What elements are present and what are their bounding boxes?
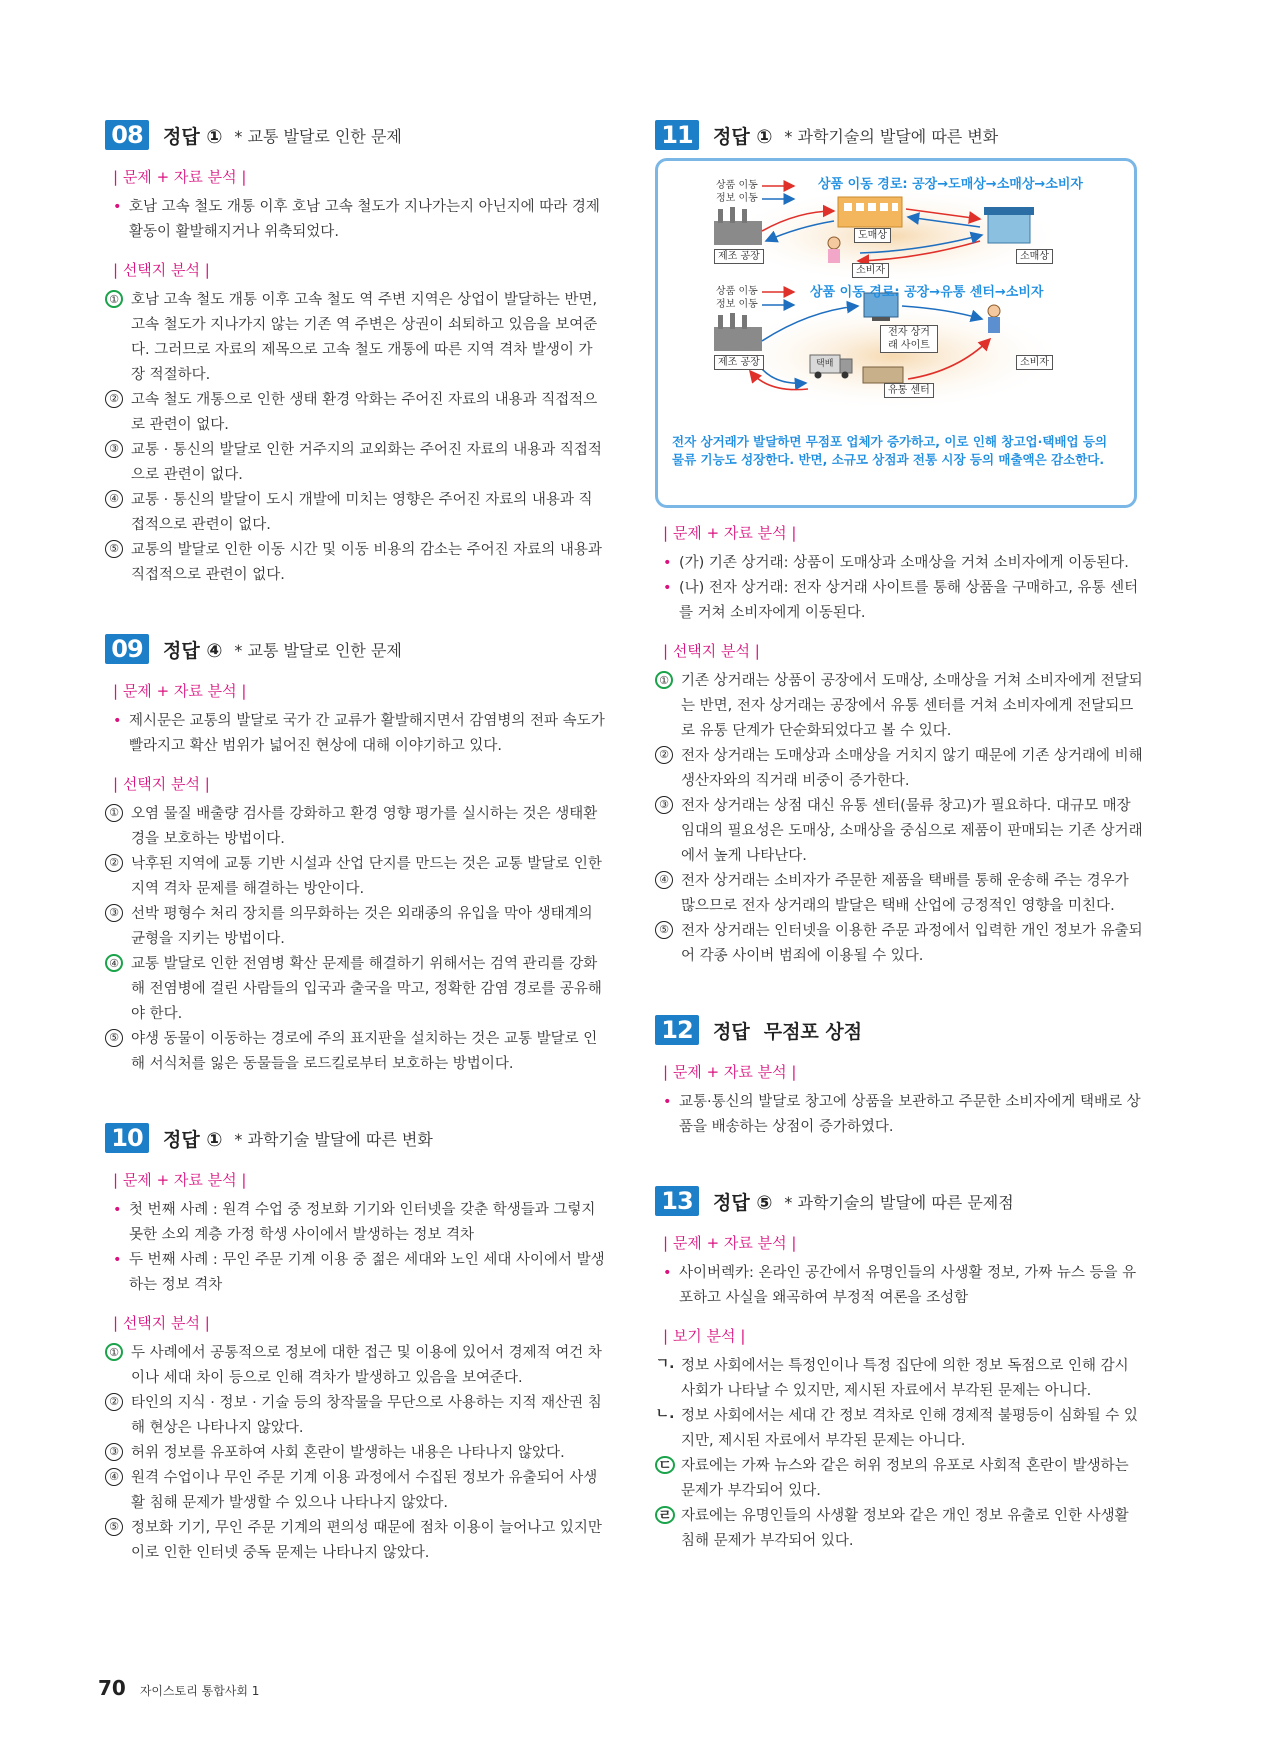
option <box>105 1391 605 1441</box>
book-title: 자이스토리 통합사회 1 <box>139 1684 260 1698</box>
bullet: • 제시문은 교통의 발달로 국가 간 교류가 활발해지면서 감염병의 전파 속도가 빨라지고 확산 범위가 넓어진 현상에 대해 이야기하고 있다. <box>109 709 605 759</box>
option-text: 정보 사회에서는 특정인이나 특정 집단에 의한 정보 독점으로 인해 감시 사회가 나타날 수 있지만, 제시된 자료에서 부각된 문제는 아니다. <box>681 1358 1129 1399</box>
commerce-diagram <box>655 158 1137 508</box>
consumer-label: 소비자 <box>852 263 889 278</box>
topic: * 과학기술의 발달에 따른 변화 <box>784 126 999 146</box>
option-text: 정보화 기기, 무인 주문 기계의 편의성 때문에 점차 이용이 늘어나고 있지만 이로 인한 인터넷 중독 문제는 나타나지 않았다. <box>131 1520 602 1561</box>
option-text: 교통 · 통신의 발달이 도시 개발에 미치는 영향은 주어진 자료의 내용과 직접적으로 관련이 없다. <box>131 492 593 533</box>
option-text: 타인의 지식 · 정보 · 기술 등의 창작물을 무단으로 사용하는 지적 재산권 침해 현상은 나타나지 않았다. <box>131 1395 602 1436</box>
option <box>655 1454 1145 1504</box>
option-mark: ② <box>105 854 123 872</box>
question-number: 11 <box>655 120 699 150</box>
answer-text: 무점포 상점 <box>763 1020 863 1043</box>
legend-goods: 상품 이동 <box>716 286 758 297</box>
section-heading: | 선택지 분석 | <box>113 261 210 279</box>
section-heading: | 선택지 분석 | <box>113 775 210 793</box>
option-mark: ③ <box>105 904 123 922</box>
bullet: • 사이버렉카: 온라인 공간에서 유명인들의 사생활 정보, 가짜 뉴스 등을 유포하고 사실을 왜곡하여 부정적 여론을 조성함 <box>659 1261 1145 1311</box>
option-text: 원격 수업이나 무인 주문 기계 이용 과정에서 수집된 정보가 유출되어 사생활 침해 문제가 발생할 수 있으나 나타나지 않았다. <box>131 1470 598 1511</box>
option <box>105 438 605 488</box>
option-mark: ⑤ <box>105 1029 123 1047</box>
question-number: 10 <box>105 1123 149 1153</box>
option-text: 교통 · 통신의 발달로 인한 거주지의 교외화는 주어진 자료의 내용과 직접적으로 관련이 없다. <box>131 442 602 483</box>
answer: 정답 <box>713 1020 750 1043</box>
legend-info: 정보 이동 <box>716 299 758 310</box>
question-11 <box>655 118 1145 969</box>
option-mark: ④ <box>105 490 123 508</box>
option <box>105 538 605 588</box>
option <box>105 388 605 438</box>
topic: * 과학기술의 발달에 따른 문제점 <box>784 1192 1014 1212</box>
left-column <box>105 118 605 1566</box>
option-mark: ① <box>105 804 123 822</box>
option-mark: ③ <box>655 796 673 814</box>
distribution-center-label: 유통 센터 <box>884 383 934 398</box>
option <box>655 669 1145 744</box>
option-mark: ㄴ. <box>655 1406 675 1422</box>
option <box>655 1354 1145 1404</box>
option <box>105 852 605 902</box>
option <box>105 488 605 538</box>
answer: 정답 ① <box>713 125 773 148</box>
option-text: 호남 고속 철도 개통 이후 고속 철도 역 주변 지역은 상업이 발달하는 반면, 고속 철도가 지나가지 않는 기존 역 주변은 상권이 쇠퇴하고 있음을 보여준다. 그러므로 자료의 제목으로 고속 철도 개통에 따른 지역 격차 발생이 가장 적절하다. <box>131 292 598 383</box>
option-mark: ① <box>105 1343 123 1361</box>
option-mark: ⑤ <box>105 540 123 558</box>
option-text: 선박 평형수 처리 장치를 의무화하는 것은 외래종의 유입을 막아 생태계의 균형을 지키는 방법이다. <box>131 906 593 947</box>
question-12 <box>655 1013 1145 1140</box>
option-text: 오염 물질 배출량 검사를 강화하고 환경 영향 평가를 실시하는 것은 생태환경을 보호하는 방법이다. <box>131 806 598 847</box>
option <box>105 1027 605 1077</box>
right-column <box>655 118 1145 1554</box>
option <box>105 902 605 952</box>
topic: * 교통 발달로 인한 문제 <box>234 640 402 660</box>
question-number: 08 <box>105 120 149 150</box>
answer: 정답 ④ <box>163 639 223 662</box>
option-text: 허위 정보를 유포하여 사회 혼란이 발생하는 내용은 나타나지 않았다. <box>131 1445 565 1461</box>
question-13 <box>655 1184 1145 1554</box>
bullet: • (나) 전자 상거래: 전자 상거래 사이트를 통해 상품을 구매하고, 유통 센터를 거쳐 소비자에게 이동된다. <box>659 576 1145 626</box>
option-mark: ④ <box>655 871 673 889</box>
option <box>105 802 605 852</box>
truck-label: 택배 <box>816 359 834 369</box>
answer: 정답 ① <box>163 1128 223 1151</box>
option-text: 자료에는 가짜 뉴스와 같은 허위 정보의 유포로 사회적 혼란이 발생하는 문제가 부각되어 있다. <box>681 1458 1129 1499</box>
section-heading: | 문제 + 자료 분석 | <box>663 524 797 542</box>
option-text: 교통의 발달로 인한 이동 시간 및 이동 비용의 감소는 주어진 자료의 내용과 직접적으로 관련이 없다. <box>131 542 602 583</box>
option-mark: ㄱ. <box>655 1356 675 1372</box>
option-mark: ⑤ <box>105 1518 123 1536</box>
section-heading: | 보기 분석 | <box>663 1327 746 1345</box>
section-heading: | 문제 + 자료 분석 | <box>113 1171 247 1189</box>
bullet: • (가) 기존 상거래: 상품이 도매상과 소매상을 거쳐 소비자에게 이동된다. <box>659 551 1145 576</box>
option-mark: ④ <box>105 954 123 972</box>
option-mark: ② <box>105 1393 123 1411</box>
question-08 <box>105 118 605 588</box>
diagram-note: 전자 상거래가 발달하면 무점포 업체가 증가하고, 이로 인해 창고업·택배업 등의 물류 기능도 성장한다. 반면, 소규모 상점과 전통 시장 등의 매출액은 감소한다. <box>672 434 1108 467</box>
bullet: • 두 번째 사례 : 무인 주문 기계 이용 중 젊은 세대와 노인 세대 사이에서 발생하는 정보 격차 <box>109 1248 605 1298</box>
option-mark: ③ <box>105 440 123 458</box>
section-heading: | 문제 + 자료 분석 | <box>113 168 247 186</box>
bullet: • 호남 고속 철도 개통 이후 호남 고속 철도가 지나가는지 아닌지에 따라 경제 활동이 활발해지거나 위축되었다. <box>109 195 605 245</box>
option-mark: ② <box>655 746 673 764</box>
option-text: 자료에는 유명인들의 사생활 정보와 같은 개인 정보 유출로 인한 사생활 침해 문제가 부각되어 있다. <box>681 1508 1129 1549</box>
wholesaler-label: 도매상 <box>854 228 891 243</box>
option-mark: ㄹ <box>655 1506 675 1524</box>
question-number: 09 <box>105 634 149 664</box>
question-number: 12 <box>655 1015 699 1045</box>
option <box>655 794 1145 869</box>
option-mark: ① <box>105 290 123 308</box>
option <box>105 952 605 1027</box>
consumer-label: 소비자 <box>1016 355 1053 370</box>
option-text: 낙후된 지역에 교통 기반 시설과 산업 단지를 만드는 것은 교통 발달로 인한 지역 격차 문제를 해결하는 방안이다. <box>131 856 602 897</box>
section-heading: | 문제 + 자료 분석 | <box>113 682 247 700</box>
option <box>655 1504 1145 1554</box>
option-text: 정보 사회에서는 세대 간 정보 격차로 인해 경제적 불평등이 심화될 수 있지만, 제시된 자료에서 부각된 문제는 아니다. <box>681 1408 1138 1449</box>
option-mark: ① <box>655 671 673 689</box>
ecommerce-site-label: 전자 상거래 사이트 <box>880 325 938 353</box>
option-text: 교통 발달로 인한 전염병 확산 문제를 해결하기 위해서는 검역 관리를 강화해 전염병에 걸린 사람들의 입국과 출국을 막고, 정확한 감염 경로를 공유해야 한다. <box>131 956 602 1022</box>
factory-label: 제조 공장 <box>714 355 764 370</box>
page-footer <box>98 1676 259 1700</box>
option-text: 전자 상거래는 상점 대신 유통 센터(물류 창고)가 필요하다. 대규모 매장 임대의 필요성은 도매상, 소매상을 중심으로 제품이 판매되는 기존 상거래에서 높게 나타난다. <box>681 798 1143 864</box>
section-heading: | 선택지 분석 | <box>663 642 760 660</box>
topic: * 교통 발달로 인한 문제 <box>234 126 402 146</box>
option <box>655 1404 1145 1454</box>
question-10 <box>105 1121 605 1566</box>
option-text: 야생 동물이 이동하는 경로에 주의 표지판을 설치하는 것은 교통 발달로 인해 서식처를 잃은 동물들을 로드킬로부터 보호하는 방법이다. <box>131 1031 598 1072</box>
route-title-ecommerce: 상품 이동 경로: 공장→유통 센터→소비자 <box>810 285 1044 300</box>
option-mark: ⑤ <box>655 921 673 939</box>
option-text: 기존 상거래는 상품이 공장에서 도매상, 소매상을 거쳐 소비자에게 전달되는 반면, 전자 상거래는 공장에서 유통 센터를 거쳐 소비자에게 전달되므로 유통 단계가 단순화되었다고 볼 수 있다. <box>681 673 1143 739</box>
question-09 <box>105 632 605 1077</box>
option-text: 고속 철도 개통으로 인한 생태 환경 악화는 주어진 자료의 내용과 직접적으로 관련이 없다. <box>131 392 598 433</box>
factory-label: 제조 공장 <box>714 249 764 264</box>
option-mark: ④ <box>105 1468 123 1486</box>
retailer-label: 소매상 <box>1016 249 1053 264</box>
legend-info: 정보 이동 <box>716 193 758 204</box>
option <box>655 744 1145 794</box>
section-heading: | 문제 + 자료 분석 | <box>663 1234 797 1252</box>
option-text: 전자 상거래는 인터넷을 이용한 주문 과정에서 입력한 개인 정보가 유출되어 각종 사이버 범죄에 이용될 수 있다. <box>681 923 1143 964</box>
question-number: 13 <box>655 1186 699 1216</box>
legend-goods: 상품 이동 <box>716 180 758 191</box>
section-heading: | 문제 + 자료 분석 | <box>663 1063 797 1081</box>
section-heading: | 선택지 분석 | <box>113 1314 210 1332</box>
option <box>105 1516 605 1566</box>
option-text: 두 사례에서 공통적으로 정보에 대한 접근 및 이용에 있어서 경제적 여건 차이나 세대 차이 등으로 인해 격차가 발생하고 있음을 보여준다. <box>131 1345 602 1386</box>
topic: * 과학기술 발달에 따른 변화 <box>234 1129 433 1149</box>
route-title-traditional: 상품 이동 경로: 공장→도매상→소매상→소비자 <box>818 177 1083 192</box>
option <box>105 1441 605 1466</box>
option <box>105 1466 605 1516</box>
option <box>105 288 605 388</box>
option-mark: ㄷ <box>655 1456 675 1474</box>
answer: 정답 ⑤ <box>713 1191 773 1214</box>
option <box>655 919 1145 969</box>
option-text: 전자 상거래는 소비자가 주문한 제품을 택배를 통해 운송해 주는 경우가 많으므로 전자 상거래의 발달은 택배 산업에 긍정적인 영향을 미친다. <box>681 873 1129 914</box>
page-number: 70 <box>98 1676 126 1700</box>
bullet: • 첫 번째 사례 : 원격 수업 중 정보화 기기와 인터넷을 갖춘 학생들과 그렇지 못한 소외 계층 가정 학생 사이에서 발생하는 정보 격차 <box>109 1198 605 1248</box>
option <box>655 869 1145 919</box>
option-text: 전자 상거래는 도매상과 소매상을 거치지 않기 때문에 기존 상거래에 비해 생산자와의 직거래 비중이 증가한다. <box>681 748 1143 789</box>
option <box>105 1341 605 1391</box>
option-mark: ② <box>105 390 123 408</box>
bullet: • 교통·통신의 발달로 창고에 상품을 보관하고 주문한 소비자에게 택배로 상품을 배송하는 상점이 증가하였다. <box>659 1090 1145 1140</box>
answer: 정답 ① <box>163 125 223 148</box>
option-mark: ③ <box>105 1443 123 1461</box>
